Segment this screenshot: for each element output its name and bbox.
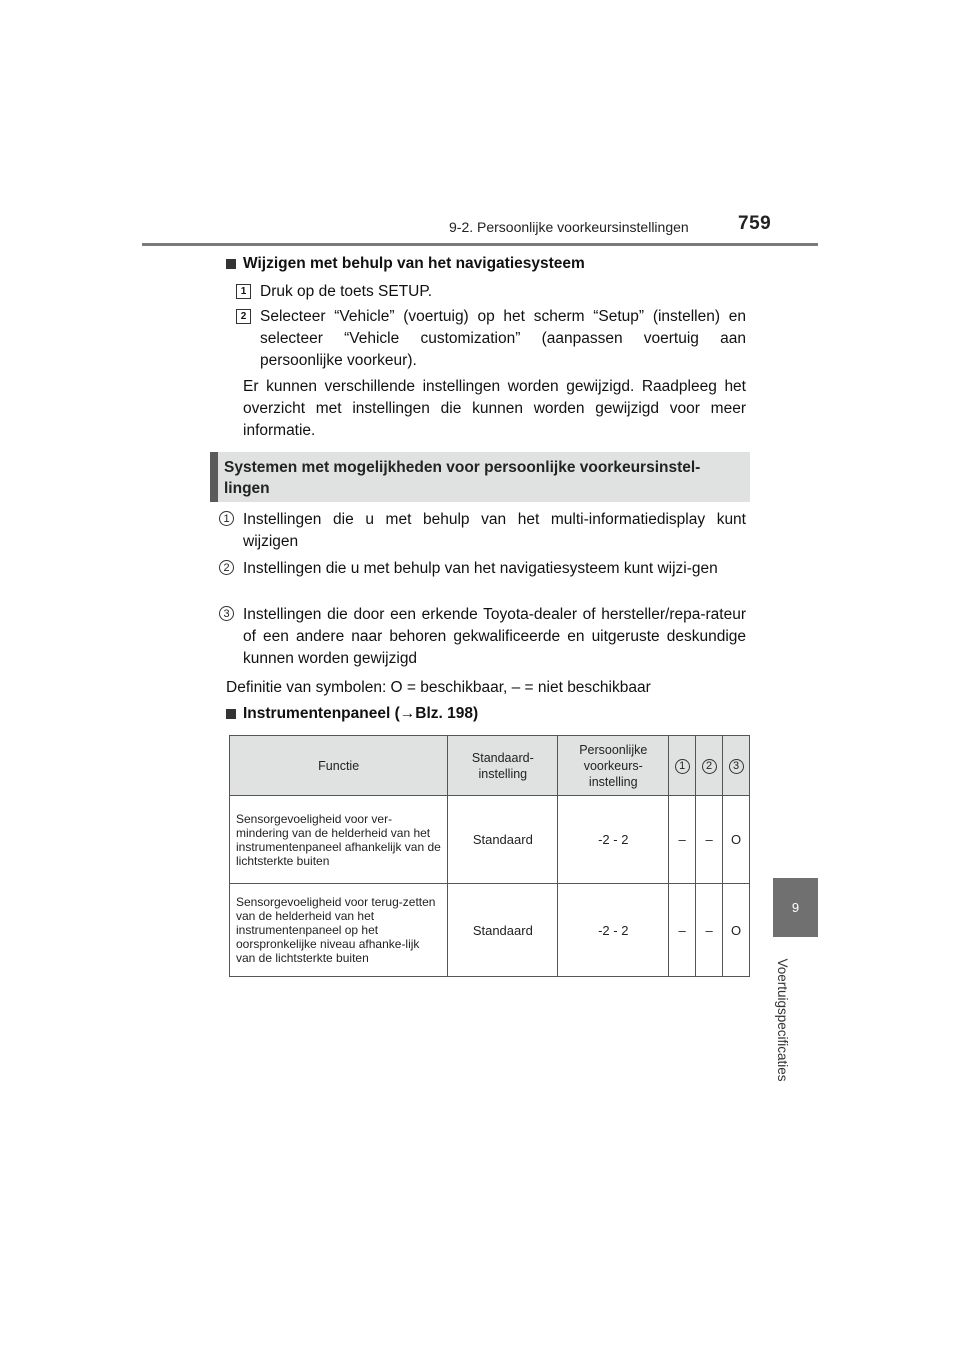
- step-number-1: 1: [236, 284, 251, 299]
- circled-number-1: 1: [675, 759, 690, 774]
- row-custom: -2 - 2: [558, 796, 669, 884]
- step-text-2: Selecteer “Vehicle” (voertuig) op het scherm “Setup” (instellen) en selecteer “Vehicle customization” (aanpassen voertuig aan persoonlijke voorkeur).: [260, 308, 746, 369]
- chapter-title: Voertuigspecificaties: [775, 958, 791, 1082]
- instrument-section-heading: Instrumentenpaneel (→Blz. 198): [226, 705, 478, 723]
- system-item-3: Instellingen die door een erkende Toyota-dealer of hersteller/repa-rateur of een andere naar behoren gekwalificeerde en uitgeruste deskundige kunnen worden gewijzigd: [243, 606, 746, 667]
- header-default: Standaard-instelling: [448, 736, 558, 796]
- nav-note: Er kunnen verschillende instellingen worden gewijzigd. Raadpleeg het overzicht met instellingen die kunnen worden gewijzigd voor meer informatie.: [243, 378, 746, 439]
- square-bullet-icon: [226, 259, 236, 269]
- page-number: 759: [738, 213, 772, 234]
- row-default: Standaard: [448, 796, 558, 884]
- system-item-2: Instellingen die u met behulp van het navigatiesysteem kunt wijzi-gen: [243, 560, 718, 577]
- row-col-2: –: [696, 796, 723, 884]
- header-col-1: [669, 736, 696, 796]
- table-header-row: [230, 736, 750, 796]
- table-row: [230, 884, 750, 977]
- system-item-1: Instellingen die u met behulp van het multi-informatiedisplay kunt wijzigen: [243, 511, 746, 550]
- systems-banner-title: Systemen met mogelijkheden voor persoonlijke voorkeursinstel-lingen: [224, 459, 701, 497]
- row-col-1: –: [669, 796, 696, 884]
- header-col-2: [696, 736, 723, 796]
- symbol-definition: Definitie van symbolen: O = beschikbaar, – = niet beschikbaar: [226, 679, 651, 696]
- header-custom: Persoonlijke voorkeurs-instelling: [558, 736, 669, 796]
- table-row: [230, 796, 750, 884]
- row-col-2: –: [696, 884, 723, 977]
- circled-number-3: 3: [219, 606, 234, 621]
- circled-number-2: 2: [219, 560, 234, 575]
- row-default: Standaard: [448, 884, 558, 977]
- step-text-1: Druk op de toets SETUP.: [260, 283, 433, 300]
- circled-number-1: 1: [219, 511, 234, 526]
- square-bullet-icon: [226, 709, 236, 719]
- section-title: 9-2. Persoonlijke voorkeursinstellingen: [449, 219, 689, 235]
- header-col-3: [723, 736, 750, 796]
- banner-accent-bar: [210, 452, 218, 502]
- row-function: Sensorgevoeligheid voor terug-zetten van de helderheid van het instrumentenpaneel op het oorspronkelijke niveau afhanke-lijk van de lichtsterkte buiten: [230, 884, 448, 977]
- step-number-2: 2: [236, 309, 251, 324]
- nav-section-heading: Wijzigen met behulp van het navigatiesysteem: [226, 255, 585, 273]
- header-function: Functie: [230, 736, 448, 796]
- chapter-tab[interactable]: 9: [773, 878, 818, 937]
- row-col-3: O: [723, 796, 750, 884]
- circled-number-3: 3: [729, 759, 744, 774]
- header-divider: [142, 243, 818, 246]
- row-function: Sensorgevoeligheid voor ver-mindering van de helderheid van het instrumentenpaneel afhankelijk van de lichtsterkte buiten: [230, 796, 448, 884]
- row-col-1: –: [669, 884, 696, 977]
- row-col-3: O: [723, 884, 750, 977]
- row-custom: -2 - 2: [558, 884, 669, 977]
- instrument-settings-table: [229, 735, 750, 977]
- circled-number-2: 2: [702, 759, 717, 774]
- systems-banner: [210, 452, 750, 502]
